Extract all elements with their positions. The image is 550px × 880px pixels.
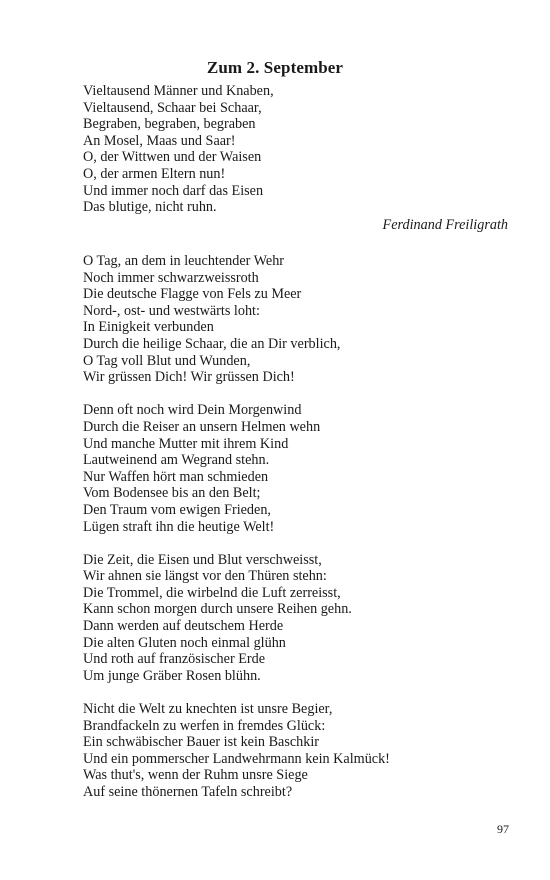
verse-line: Den Traum vom ewigen Frieden, xyxy=(83,501,271,518)
verse-line: Dann werden auf deutschem Herde xyxy=(83,618,284,635)
verse-line: Die Zeit, die Eisen und Blut verschweisst, xyxy=(83,551,322,568)
verse-line: Kann schon morgen durch unsere Reihen gehn. xyxy=(83,601,352,618)
verse-line: Lautweinend am Wegrand stehn. xyxy=(83,452,270,469)
verse-line: O Tag, an dem in leuchtender Wehr xyxy=(83,253,285,269)
verse-line: Die deutsche Flagge von Fels zu Meer xyxy=(83,286,302,303)
epigraph-line: O, der armen Eltern nun! xyxy=(83,165,226,182)
verse-line: Nur Waffen hört man schmieden xyxy=(83,468,269,485)
verse-line: Durch die Reiser an unsern Helmen wehn xyxy=(83,418,321,435)
verse-line: Was thut's, wenn der Ruhm unsre Siege xyxy=(83,767,308,784)
verse-line: O Tag voll Blut und Wunden, xyxy=(83,352,251,369)
stanza-1 xyxy=(83,253,513,386)
verse-line: Und roth auf französischer Erde xyxy=(83,651,265,668)
epigraph-line: Begraben, begraben, begraben xyxy=(83,116,256,133)
verse-line: Brandfackeln zu werfen in fremdes Glück: xyxy=(83,717,326,734)
poem-body xyxy=(83,253,513,817)
epigraph xyxy=(83,83,513,233)
epigraph-line: Und immer noch darf das Eisen xyxy=(83,182,264,199)
verse-line: Lügen straft ihn die heutige Welt! xyxy=(83,518,275,535)
verse-line: In Einigkeit verbunden xyxy=(83,319,214,336)
verse-line: Nicht die Welt zu knechten ist unsre Begier, xyxy=(83,701,333,718)
epigraph-line: O, der Wittwen und der Waisen xyxy=(83,149,262,166)
verse-line: Ein schwäbischer Bauer ist kein Baschkir xyxy=(83,734,319,751)
verse-line: Denn oft noch wird Dein Morgenwind xyxy=(83,402,302,419)
verse-line: Noch immer schwarzweissroth xyxy=(83,269,259,286)
stanza-3 xyxy=(83,552,513,685)
stanza-2 xyxy=(83,402,513,535)
epigraph-line: Vieltausend Männer und Knaben, xyxy=(83,83,274,99)
verse-line: Nord-, ost- und westwärts loht: xyxy=(83,302,260,319)
epigraph-line: An Mosel, Maas und Saar! xyxy=(83,132,236,149)
epigraph-line: Das blutige, nicht ruhn. xyxy=(83,199,217,216)
verse-line: Und manche Mutter mit ihrem Kind xyxy=(83,435,289,452)
verse-line: Auf seine thönernen Tafeln schreibt? xyxy=(83,784,293,800)
verse-line: Durch die heilige Schaar, die an Dir verblich, xyxy=(83,335,341,352)
stanza-4 xyxy=(83,701,513,801)
epigraph-lines xyxy=(83,83,513,216)
epigraph-line: Vieltausend, Schaar bei Schaar, xyxy=(83,99,262,116)
verse-line: Vom Bodensee bis an den Belt; xyxy=(83,485,261,502)
page-number: 97 xyxy=(497,822,509,836)
verse-line: Wir ahnen sie längst vor den Thüren stehn: xyxy=(83,568,327,585)
verse-line: Um junge Gräber Rosen blühn. xyxy=(83,667,261,684)
verse-line: Und ein pommerscher Landwehrmann kein Kalmück! xyxy=(83,750,390,767)
poem-title: Zum 2. September xyxy=(206,58,344,77)
verse-line: Die alten Gluten noch einmal glühn xyxy=(83,634,286,651)
verse-line: Wir grüssen Dich! Wir grüssen Dich! xyxy=(83,369,295,386)
verse-line: Die Trommel, die wirbelnd die Luft zerreisst, xyxy=(83,584,341,601)
epigraph-attribution: Ferdinand Freiligrath xyxy=(382,216,508,233)
